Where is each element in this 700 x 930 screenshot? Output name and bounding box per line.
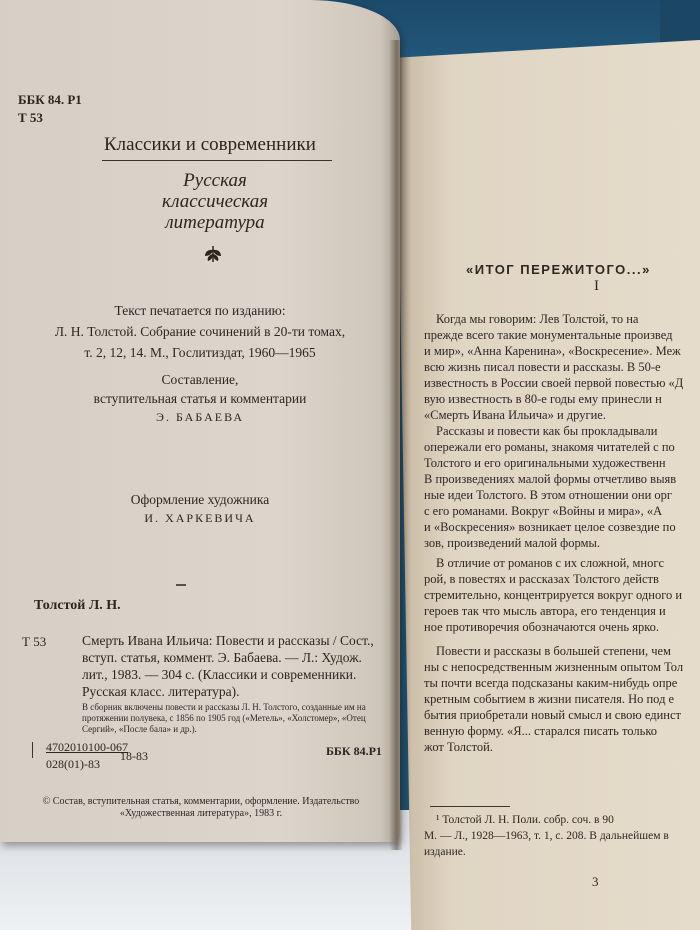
designer-line: Оформление художника bbox=[130, 492, 270, 507]
text-line: всю жизнь писал повести и рассказы. В 50-е bbox=[424, 360, 661, 374]
section-number: I bbox=[594, 278, 599, 294]
text-line: и «Воскресения» возникает целое созвездие по bbox=[424, 520, 676, 534]
text-line: Рассказы и повести как бы прокладывали bbox=[436, 424, 658, 438]
isbn-suffix: 18-83 bbox=[120, 749, 148, 763]
footnote-line: ¹ Толстой Л. Н. Поли. собр. соч. в 90 bbox=[436, 814, 614, 826]
chapter-title: «ИТОГ ПЕРЕЖИТОГО...» bbox=[466, 262, 651, 277]
catalog-code: Т 53 bbox=[18, 110, 43, 125]
text-line: ны с непосредственным жизненным опытом Тол bbox=[424, 660, 684, 674]
text-line: ты почти всегда подсказаны каким-нибудь опре bbox=[424, 676, 678, 690]
card-author: Толстой Л. Н. bbox=[34, 598, 121, 613]
text-line: кретным событием в жизни писателя. Но под е bbox=[424, 692, 675, 706]
designer-name: И. ХАРКЕВИЧА bbox=[144, 511, 256, 525]
subtitle-line: Русская bbox=[183, 170, 247, 191]
edition-line: Текст печатается по изданию: bbox=[114, 303, 286, 318]
text-line: и мир», «Анна Каренина», «Воскресение». Меж bbox=[424, 344, 681, 358]
card-bbk: ББК 84.Р1 bbox=[326, 744, 382, 758]
text-line: героев так что мысль автора, его тенденция и bbox=[424, 604, 666, 618]
isbn-line-bottom: 028(01)-83 bbox=[46, 757, 100, 771]
subtitle-line: литература bbox=[165, 212, 265, 233]
edition-note bbox=[20, 300, 380, 363]
series-title: Классики и современники bbox=[104, 134, 316, 155]
series-underline bbox=[102, 160, 332, 161]
text-line: опережали его романы, знакомя читателей с по bbox=[424, 440, 675, 454]
isbn-bracket bbox=[32, 742, 33, 758]
text-line: с его романами. Вокруг «Войны и мира», «А bbox=[424, 504, 663, 518]
text-line: стремительно, концентрируется вокруг одного и bbox=[424, 588, 683, 602]
card-description: Смерть Ивана Ильича: Повести и рассказы / Сост., вступ. статья, коммент. Э. Бабаева. — Л.: Худож. лит., 1983. — 304 с. (Классики и современники. Русская класс. литература). bbox=[82, 633, 374, 699]
card-code: Т 53 bbox=[22, 634, 47, 649]
text-line: рой, в повестях и рассказах Толстого действ bbox=[424, 572, 659, 586]
text-line: Толстого и его оригинальными художественн bbox=[424, 456, 666, 470]
footnote-rule bbox=[430, 806, 510, 807]
subtitle-line: классическая bbox=[161, 191, 269, 212]
text-line: прежде всего такие монументальные произвед bbox=[424, 328, 673, 342]
text-line: бытия приобретали новый смысл и свою единст bbox=[424, 708, 681, 722]
text-line: Когда мы говорим: Лев Толстой, то на bbox=[436, 312, 639, 326]
footnote-line: издание. bbox=[424, 846, 466, 858]
compiler-name: Э. БАБАЕВА bbox=[156, 410, 244, 424]
isbn-line-top: 4702010100-067 bbox=[46, 740, 128, 754]
text-line: В произведениях малой формы отчетливо выяв bbox=[424, 472, 677, 486]
page-number: 3 bbox=[592, 874, 599, 889]
copyright-notice: © Состав, вступительная статья, комментарии, оформление. Издательство «Художественная литература», 1983 г. bbox=[42, 796, 360, 819]
text-line: «Смерть Ивана Ильича» и другие. bbox=[424, 408, 606, 422]
mark-dash bbox=[176, 584, 186, 586]
text-line: известность в России своей первой повестью «Д bbox=[424, 376, 684, 390]
leaf-ornament-icon bbox=[202, 242, 224, 264]
text-line: Повести и рассказы в большей степени, чем bbox=[436, 644, 671, 658]
text-line: В отличие от романов с их сложной, многс bbox=[436, 556, 665, 570]
text-line: вую известность в 80-е годы ему принесли н bbox=[424, 392, 662, 406]
compiler-line: Составление, bbox=[161, 372, 239, 387]
compiler-line: вступительная статья и комментарии bbox=[93, 391, 307, 406]
bbk-code: ББК 84. Р1 bbox=[18, 92, 82, 107]
footnote-line: М. — Л., 1928—1963, т. 1, с. 208. В дальнейшем в bbox=[424, 830, 669, 842]
text-line: жот Толстой. bbox=[424, 740, 493, 754]
text-line: венную форму. «Я... старался писать только bbox=[424, 724, 658, 738]
compiler-credit bbox=[20, 370, 380, 427]
book-gutter bbox=[389, 40, 403, 850]
text-line: зов, произведений малой формы. bbox=[424, 536, 601, 550]
text-line: ные идеи Толстого. В этом отношении они орг bbox=[424, 488, 673, 502]
card-annotation: В сборник включены повести и рассказы Л. Н. Толстого, созданные им на протяжении полувека, с 1856 по 1905 год («Метель», «Холстомер», «Отец Сергий», «После бала» и др.). bbox=[82, 702, 366, 734]
series-subtitle bbox=[150, 170, 280, 233]
designer-credit bbox=[20, 490, 380, 528]
edition-line: т. 2, 12, 14. М., Гослитиздат, 1960—1965 bbox=[84, 345, 316, 360]
edition-line: Л. Н. Толстой. Собрание сочинений в 20-ти томах, bbox=[54, 324, 346, 339]
text-line: ное противоречия обозначаются очень ярко. bbox=[424, 620, 660, 634]
